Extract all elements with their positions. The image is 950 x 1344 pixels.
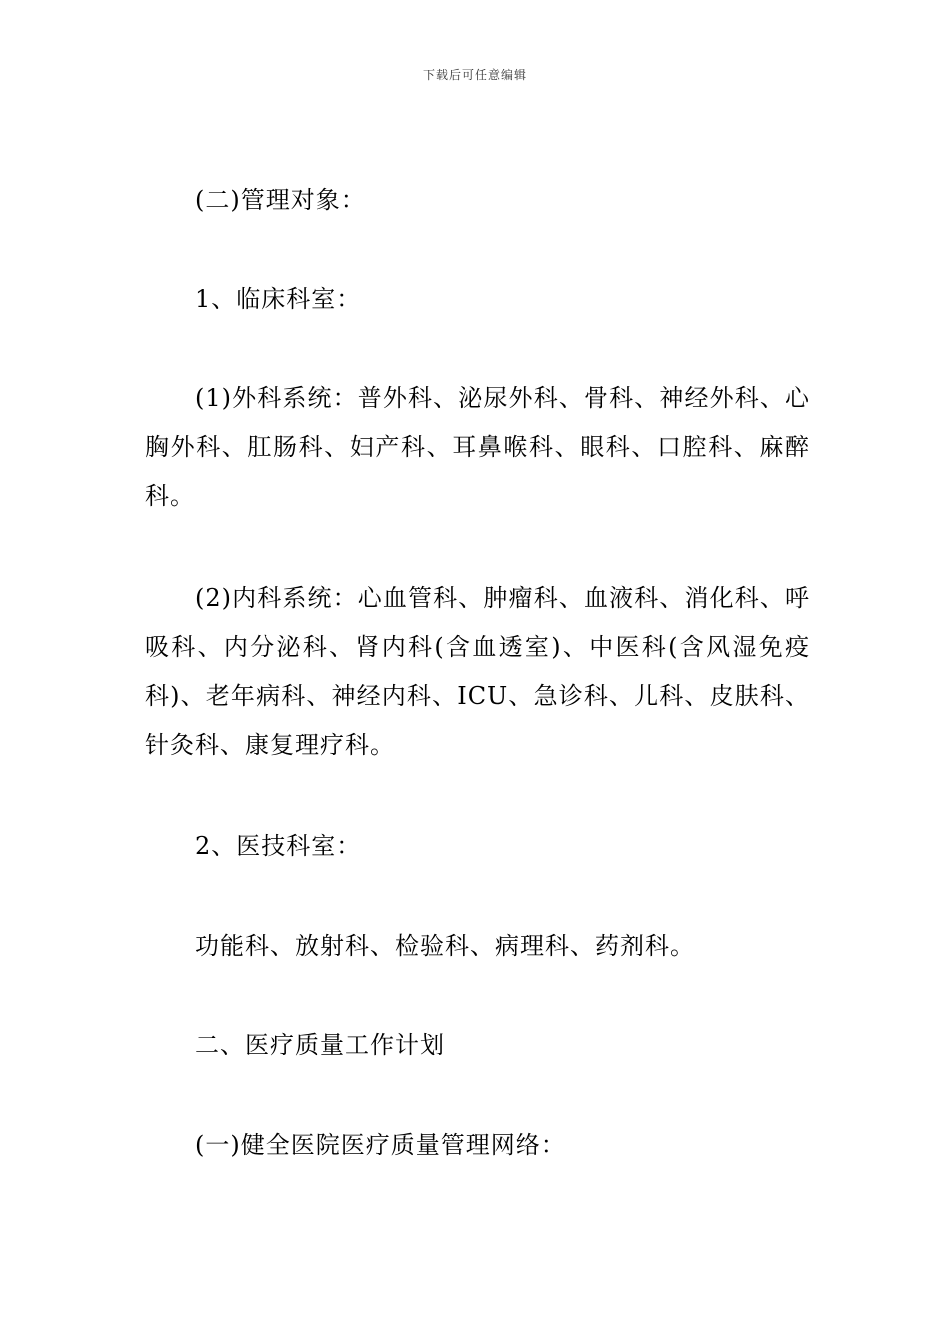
paragraph: (1)外科系统：普外科、泌尿外科、骨科、神经外科、心胸外科、肛肠科、妇产科、耳鼻喉科、眼科、口腔科、麻醉科。 <box>145 384 810 510</box>
section-heading: (一)健全医院医疗质量管理网络： <box>195 1131 566 1159</box>
subsection-heading: 1、临床科室： <box>195 285 362 313</box>
paragraph: (2)内科系统：心血管科、肿瘤科、血液科、消化科、呼吸科、内分泌科、肾内科(含血透室)、中医科(含风湿免疫科)、老年病科、神经内科、ICU、急诊科、儿科、皮肤科、针灸科、康复理疗科。 <box>145 584 810 759</box>
page-header: 下载后可任意编辑 <box>422 68 527 82</box>
subsection-heading: 2、医技科室： <box>195 832 362 860</box>
section-heading: 二、医疗质量工作计划 <box>195 1031 445 1059</box>
paragraph: 功能科、放射科、检验科、病理科、药剂科。 <box>195 932 695 960</box>
section-heading: (二)管理对象： <box>195 186 366 214</box>
